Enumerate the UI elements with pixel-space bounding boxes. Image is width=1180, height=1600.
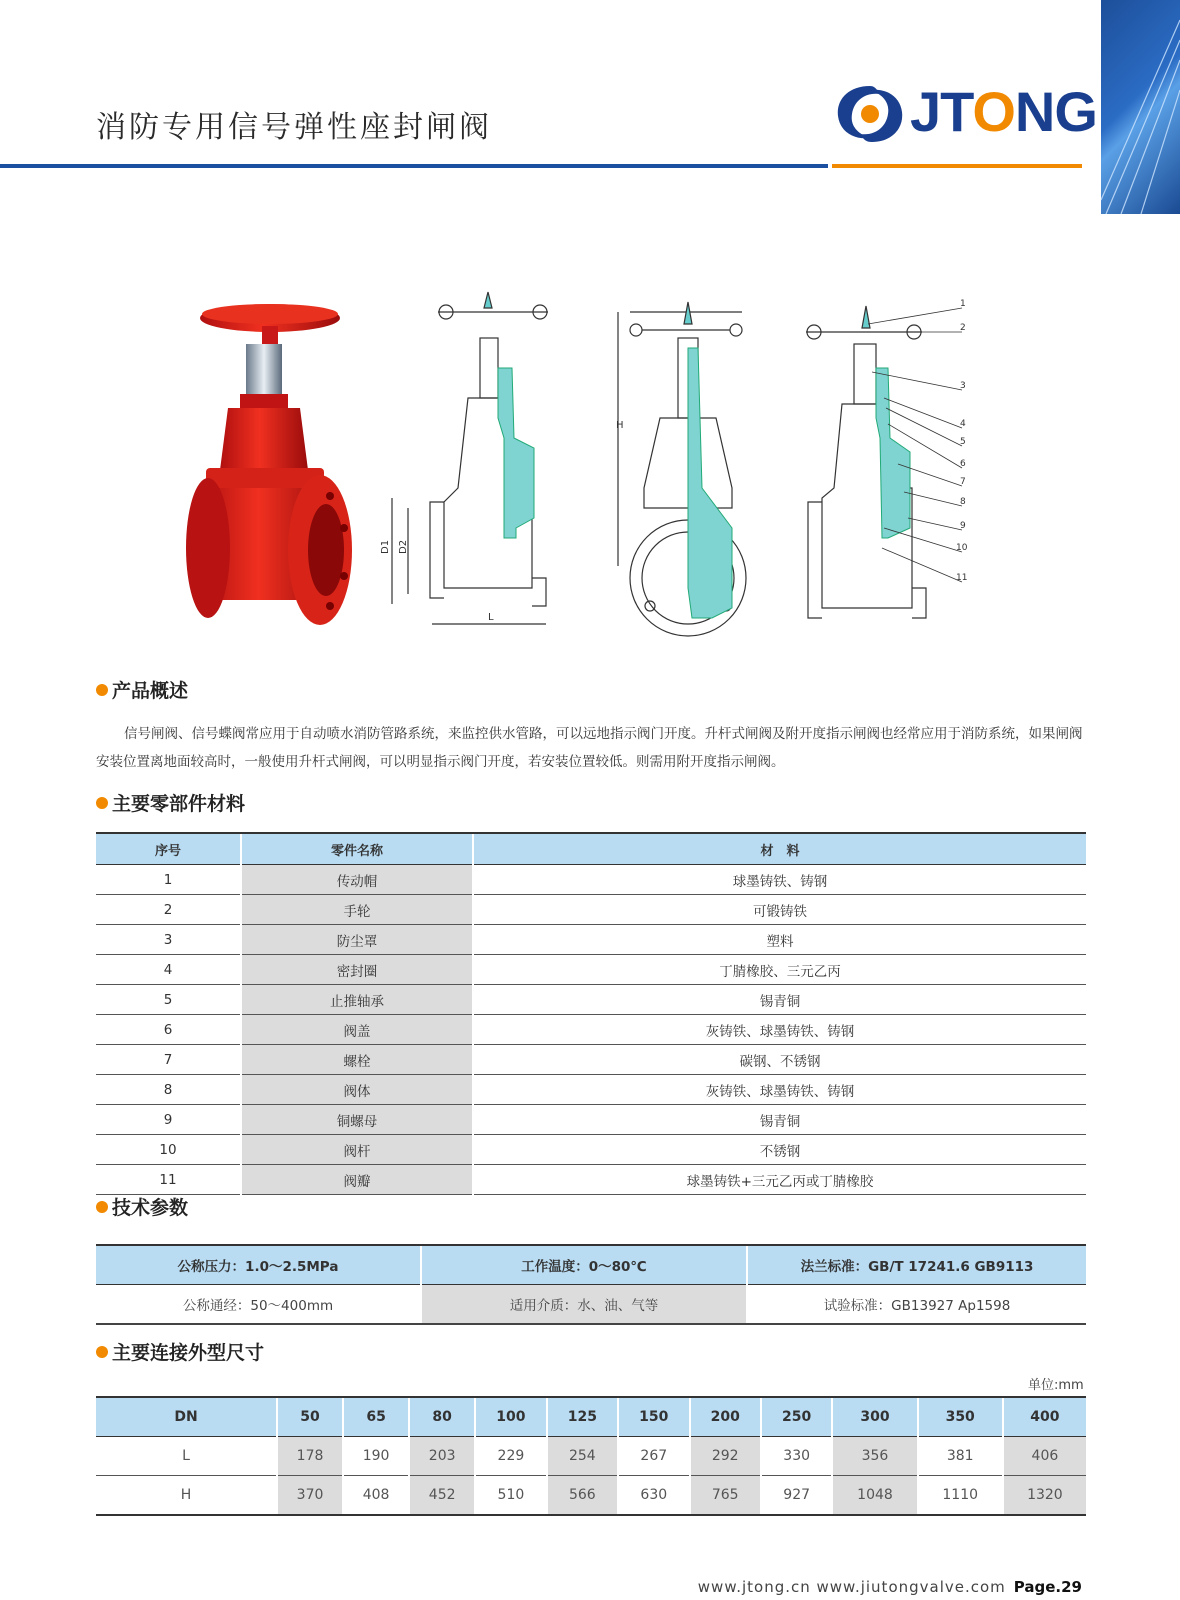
dim-value: 203 [409,1437,475,1476]
dim-value: 292 [690,1437,761,1476]
dim-value: 1320 [1003,1476,1086,1516]
dim-value: 566 [547,1476,618,1516]
section-heading-overview: 产品概述 [96,676,188,703]
header-rule-orange [832,164,1082,168]
dim-value: 630 [618,1476,689,1516]
part-material: 碳钢、不锈钢 [473,1045,1086,1075]
footer-urls: www.jtong.cn www.jiutongvalve.com [697,1578,1006,1596]
part-name: 传动帽 [241,865,473,895]
tech-flange-standard: 法兰标准：GB/T 17241.6 GB9113 [747,1245,1086,1285]
bullet-dot-icon [96,684,108,696]
part-index: 2 [96,895,241,925]
dim-label-l: L [488,612,494,623]
dim-value: 356 [832,1437,917,1476]
callout-11: 11 [956,573,968,583]
col-header-dn-size: 125 [547,1397,618,1437]
overview-paragraph: 信号闸阀、信号蝶阀常应用于自动喷水消防管路系统，来监控供水管路，可以远地指示阀门开度。升杆式闸阀及附开度指示闸阀也经常应用于消防系统，如果闸阀安装位置离地面较高时，一般使用升杆式闸阀，可以明显指示阀门开度，若安装位置较低。则需用附开度指示闸阀。 [96,726,1083,770]
dim-value: 408 [343,1476,409,1516]
table-row [96,1105,1086,1135]
col-header-part-name: 零件名称 [241,833,473,865]
table-row [96,1045,1086,1075]
table-row [96,865,1086,895]
part-name: 密封圈 [241,955,473,985]
part-index: 10 [96,1135,241,1165]
dim-label-d2: D2 [398,539,409,554]
part-material: 锡青铜 [473,985,1086,1015]
dim-value: 510 [475,1476,546,1516]
col-header-dn-size: 400 [1003,1397,1086,1437]
part-name: 螺栓 [241,1045,473,1075]
logo-swirl-icon [832,78,908,150]
callout-5: 5 [960,437,966,447]
table-row [96,895,1086,925]
dimensions-table [96,1396,1086,1516]
part-index: 6 [96,1015,241,1045]
part-index: 4 [96,955,241,985]
dim-value: 267 [618,1437,689,1476]
tech-pressure: 公称压力：1.0～2.5MPa [96,1245,421,1285]
dim-value: 229 [475,1437,546,1476]
callout-2: 2 [960,323,966,333]
tech-nominal-diameter: 公称通经：50～400mm [96,1285,421,1325]
dim-value: 190 [343,1437,409,1476]
dim-value: 370 [277,1476,343,1516]
part-material: 球墨铸铁+三元乙丙或丁腈橡胶 [473,1165,1086,1195]
dim-value: 330 [761,1437,832,1476]
part-material: 不锈钢 [473,1135,1086,1165]
part-material: 球墨铸铁、铸钢 [473,865,1086,895]
part-index: 3 [96,925,241,955]
page-number: Page.29 [1013,1578,1082,1596]
dim-value: 178 [277,1437,343,1476]
dim-label-d1: D1 [380,539,391,554]
bullet-dot-icon [96,797,108,809]
table-row [96,1075,1086,1105]
dim-row-label: H [96,1476,277,1516]
valve-section-drawing-side [380,288,560,638]
part-material: 灰铸铁、球墨铸铁、铸钢 [473,1015,1086,1045]
callout-9: 9 [960,521,966,531]
part-index: 7 [96,1045,241,1075]
col-header-dn: DN [96,1397,277,1437]
valve-section-drawing-callouts [802,288,982,638]
bullet-dot-icon [96,1346,108,1358]
part-index: 11 [96,1165,241,1195]
logo-wordmark: JTONG [910,80,1097,143]
jtong-logo [832,78,1097,150]
part-material: 塑料 [473,925,1086,955]
dim-value: 765 [690,1476,761,1516]
part-name: 阀杆 [241,1135,473,1165]
part-index: 9 [96,1105,241,1135]
table-row [96,955,1086,985]
dim-value: 452 [409,1476,475,1516]
part-material: 灰铸铁、球墨铸铁、铸钢 [473,1075,1086,1105]
header-rule-blue [0,164,828,168]
table-row [96,1015,1086,1045]
col-header-dn-size: 200 [690,1397,761,1437]
col-header-material: 材 料 [473,833,1086,865]
callout-4: 4 [960,419,966,429]
dim-value: 406 [1003,1437,1086,1476]
callout-8: 8 [960,497,966,507]
dim-value: 1048 [832,1476,917,1516]
table-row [96,985,1086,1015]
dim-value: 381 [918,1437,1003,1476]
col-header-dn-size: 350 [918,1397,1003,1437]
part-index: 1 [96,865,241,895]
part-index: 5 [96,985,241,1015]
section-heading-parts: 主要零部件材料 [96,789,245,816]
part-material: 丁腈橡胶、三元乙丙 [473,955,1086,985]
dim-value: 254 [547,1437,618,1476]
page-title: 消防专用信号弹性座封闸阀 [96,110,492,145]
part-name: 阀盖 [241,1015,473,1045]
col-header-dn-size: 100 [475,1397,546,1437]
tech-params-table [96,1244,1086,1325]
part-material: 锡青铜 [473,1105,1086,1135]
section-heading-dimensions: 主要连接外型尺寸 [96,1338,264,1365]
part-name: 阀瓣 [241,1165,473,1195]
callout-7: 7 [960,477,966,487]
bullet-dot-icon [96,1201,108,1213]
table-row [96,1476,1086,1516]
corner-decoration [1101,0,1180,214]
part-material: 可锻铸铁 [473,895,1086,925]
col-header-dn-size: 80 [409,1397,475,1437]
table-row [96,925,1086,955]
col-header-dn-size: 300 [832,1397,917,1437]
dim-value: 1110 [918,1476,1003,1516]
col-header-dn-size: 150 [618,1397,689,1437]
part-name: 止推轴承 [241,985,473,1015]
part-index: 8 [96,1075,241,1105]
col-header-dn-size: 65 [343,1397,409,1437]
part-name: 手轮 [241,895,473,925]
col-header-dn-size: 250 [761,1397,832,1437]
tech-temperature: 工作温度：0～80℃ [421,1245,747,1285]
part-name: 铜螺母 [241,1105,473,1135]
col-header-dn-size: 50 [277,1397,343,1437]
table-row [96,1437,1086,1476]
callout-10: 10 [956,543,968,553]
tech-medium: 适用介质：水、油、气等 [421,1285,747,1325]
callout-3: 3 [960,381,966,391]
page-footer [698,1578,1082,1596]
parts-table [96,832,1086,1195]
callout-6: 6 [960,459,966,469]
callout-1: 1 [960,299,966,309]
tech-test-standard: 试验标准：GB13927 Ap1598 [747,1285,1086,1325]
dim-value: 927 [761,1476,832,1516]
valve-section-drawing-front [612,288,772,638]
dim-row-label: L [96,1437,277,1476]
section-heading-tech: 技术参数 [96,1193,188,1220]
valve-product-photo [180,300,360,660]
table-row [96,1165,1086,1195]
table-row [96,1285,1086,1325]
part-name: 阀体 [241,1075,473,1105]
table-row [96,1135,1086,1165]
col-header-index: 序号 [96,833,241,865]
dim-label-h: H [616,420,624,431]
part-name: 防尘罩 [241,925,473,955]
unit-label: 单位:mm [1028,1378,1084,1393]
